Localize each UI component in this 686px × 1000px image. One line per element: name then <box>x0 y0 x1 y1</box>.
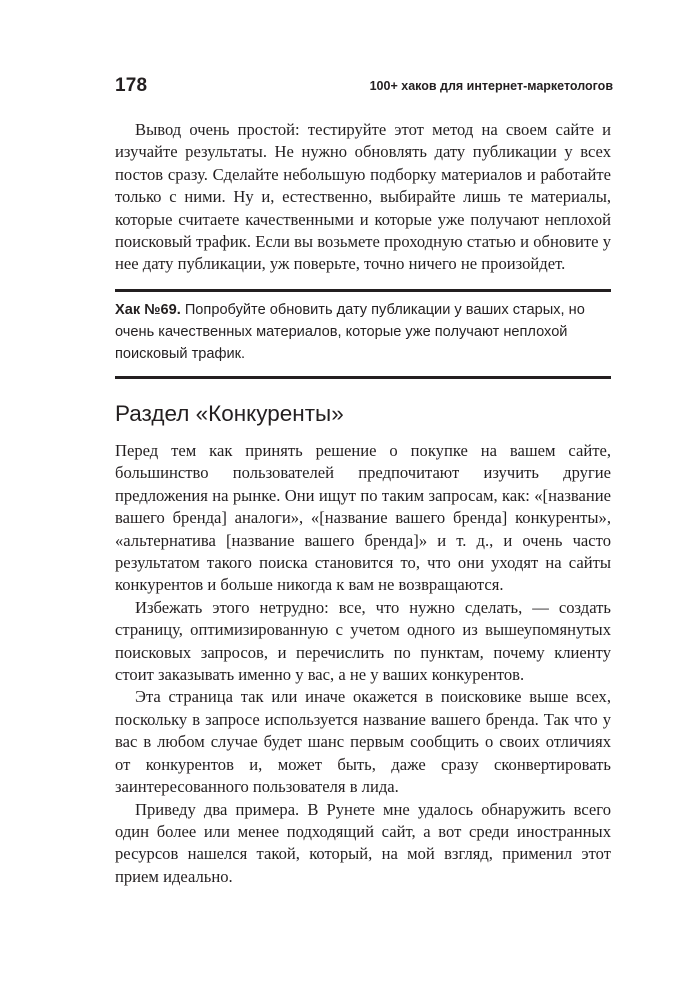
paragraph: Перед тем как принять решение о покупке на вашем сайте, большинство пользователей предпочитают изучить другие предложения на рынке. Они ищут по таким запросам, как: «[название вашего бренда] аналоги», «[название вашего бренда] конкуренты», «альтернатива [название вашего бренда]» и т. д., и очень часто результатом такого поиска становится то, что они уходят на сайты конкурентов и больше никогда к вам не возвращаются. <box>115 441 611 595</box>
paragraph: Избежать этого нетрудно: все, что нужно сделать, — создать страницу, оптимизированную с учетом одного из вышеупомянутых поисковых запросов, и перечислить по пунктам, почему клиенту стоит заказывать именно у вас, а не у ваших конкурентов. <box>115 597 611 685</box>
hack-label: Хак №69. <box>115 302 181 318</box>
intro-text <box>115 119 611 276</box>
paragraph: Эта страница так или иначе окажется в поисковике выше всех, поскольку в запросе используется название вашего бренда. Так что у вас в любом случае будет шанс первым сообщить о своих отличиях от конкурентов и, может быть, даже сразу сконвертировать заинтересованного пользователя в лида. <box>115 687 611 797</box>
hack-callout <box>115 289 611 379</box>
section-body <box>115 440 611 888</box>
paragraph: Вывод очень простой: тестируйте этот метод на своем сайте и изучайте результаты. Не нужно обновлять дату публикации у всех постов сразу. Сделайте небольшую подборку материалов и работайте только с ними. Ну и, естественно, выбирайте лишь те материалы, которые считаете качественными и которые уже получают неплохой поисковый трафик. Если вы возьмете проходную статью и обновите у нее дату публикации, уж поверьте, точно ничего не произойдет. <box>115 120 611 274</box>
hack-text: Попробуйте обновить дату публикации у ваших старых, но очень качественных материалов, которые уже получают неплохой поисковый трафик. <box>115 302 585 362</box>
section-title: Раздел «Конкуренты» <box>115 401 344 426</box>
running-head: 100+ хаков для интернет-маркетологов <box>369 79 613 93</box>
paragraph: Приведу два примера. В Рунете мне удалось обнаружить всего один более или менее подходящий сайт, а вот среди иностранных ресурсов нашелся такой, который, на мой взгляд, применил этот прием идеально. <box>115 799 611 886</box>
page-number: 178 <box>115 75 148 96</box>
